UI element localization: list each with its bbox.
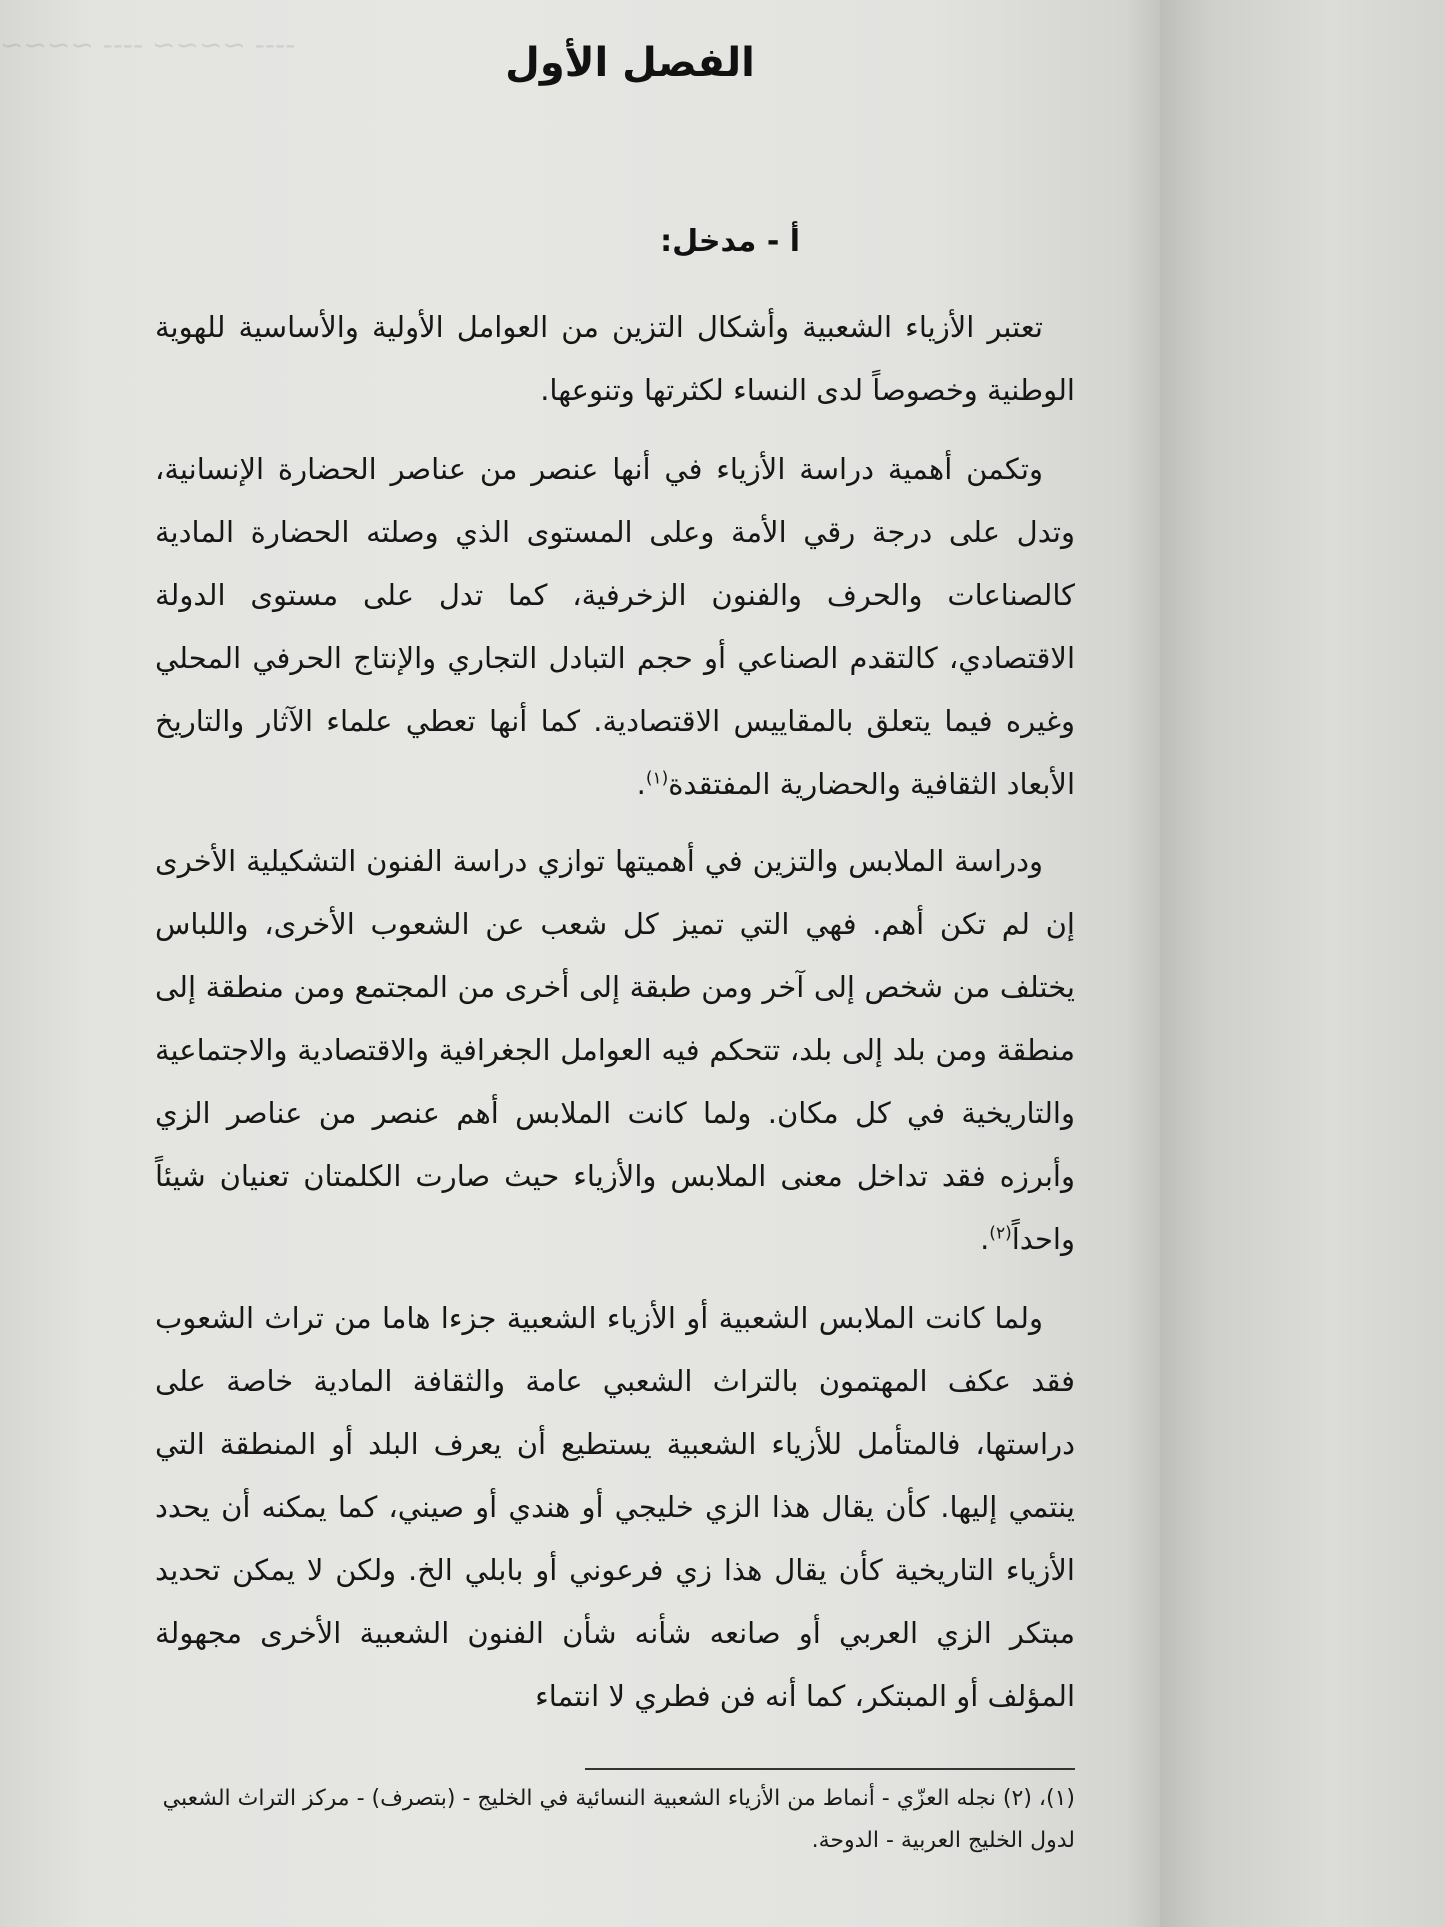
- show-through-text: ---- ~~~~ ---- ~~~~: [0, 28, 296, 61]
- paragraph-2-text: وتكمن أهمية دراسة الأزياء في أنها عنصر من عناصر الحضارة الإنسانية، وتدل على درجة رقي الأمة وعلى المستوى الذي وصلته الحضارة المادية كالصناعات والحرف والفنون الزخرفية، كما تدل على مستوى الدولة الاقتصادي، كالتقدم الصناعي أو حجم التبادل التجاري والإنتاج الحرفي المحلي وغيره فيما يتعلق بالمقاييس الاقتصادية. كما أنها تعطي علماء الآثار والتاريخ الأبعاد الثقافية والحضارية المفتقدة: [155, 452, 1075, 801]
- footnote-marker-2: (٢): [989, 1223, 1012, 1244]
- paragraph-1-text: تعتبر الأزياء الشعبية وأشكال التزين من العوامل الأولية والأساسية للهوية الوطنية وخصوصاً لدى النساء لكثرتها وتنوعها.: [155, 310, 1075, 407]
- paragraph-1: [155, 296, 1075, 422]
- section-heading: أ - مدخل:: [660, 224, 800, 259]
- paragraph-3-text: ودراسة الملابس والتزين في أهميتها توازي دراسة الفنون التشكيلية الأخرى إن لم تكن أهم. فهي التي تميز كل شعب عن الشعوب الأخرى، واللباس يختلف من شخص إلى آخر ومن طبقة إلى أخرى من المجتمع ومن منطقة إلى منطقة ومن بلد إلى بلد، تتحكم فيه العوامل الجغرافية والاقتصادية والاجتماعية والتاريخية في كل مكان. ولما كانت الملابس أهم عنصر من عناصر الزي وأبرزه فقد تداخل معنى الملابس والأزياء حيث صارت الكلمتان تعنيان شيئاً واحداً: [155, 844, 1075, 1256]
- paragraph-4: [155, 1287, 1075, 1728]
- footnote-divider: [585, 1768, 1075, 1770]
- footnote: (١)، (٢) نجله العزّي - أنماط من الأزياء الشعبية النسائية في الخليج - (بتصرف) - مركز التراث الشعبي لدول الخليج العربية - الدوحة.: [162, 1786, 1075, 1853]
- paragraph-3-end: .: [980, 1222, 990, 1256]
- paragraph-4-text: ولما كانت الملابس الشعبية أو الأزياء الشعبية جزءا هاما من تراث الشعوب فقد عكف المهتمون بالتراث الشعبي عامة والثقافة المادية خاصة على دراستها، فالمتأمل للأزياء الشعبية يستطيع أن يعرف البلد أو المنطقة التي ينتمي إليها. كأن يقال هذا الزي خليجي أو هندي أو صيني، كما يمكنه أن يحدد الأزياء التاريخية كأن يقال هذا زي فرعوني أو بابلي الخ. ولكن لا يمكن تحديد مبتكر الزي العربي أو صانعه شأنه شأن الفنون الشعبية الأخرى مجهولة المؤلف أو المبتكر، كما أنه فن فطري لا انتماء: [155, 1301, 1075, 1713]
- chapter-title: الفصل الأول: [505, 40, 755, 86]
- facing-page: [1160, 0, 1445, 1927]
- paragraph-2-end: .: [636, 767, 646, 801]
- footnote-marker-1: (١): [645, 768, 669, 789]
- paragraph-2: [155, 438, 1075, 816]
- paragraph-3: [155, 830, 1075, 1271]
